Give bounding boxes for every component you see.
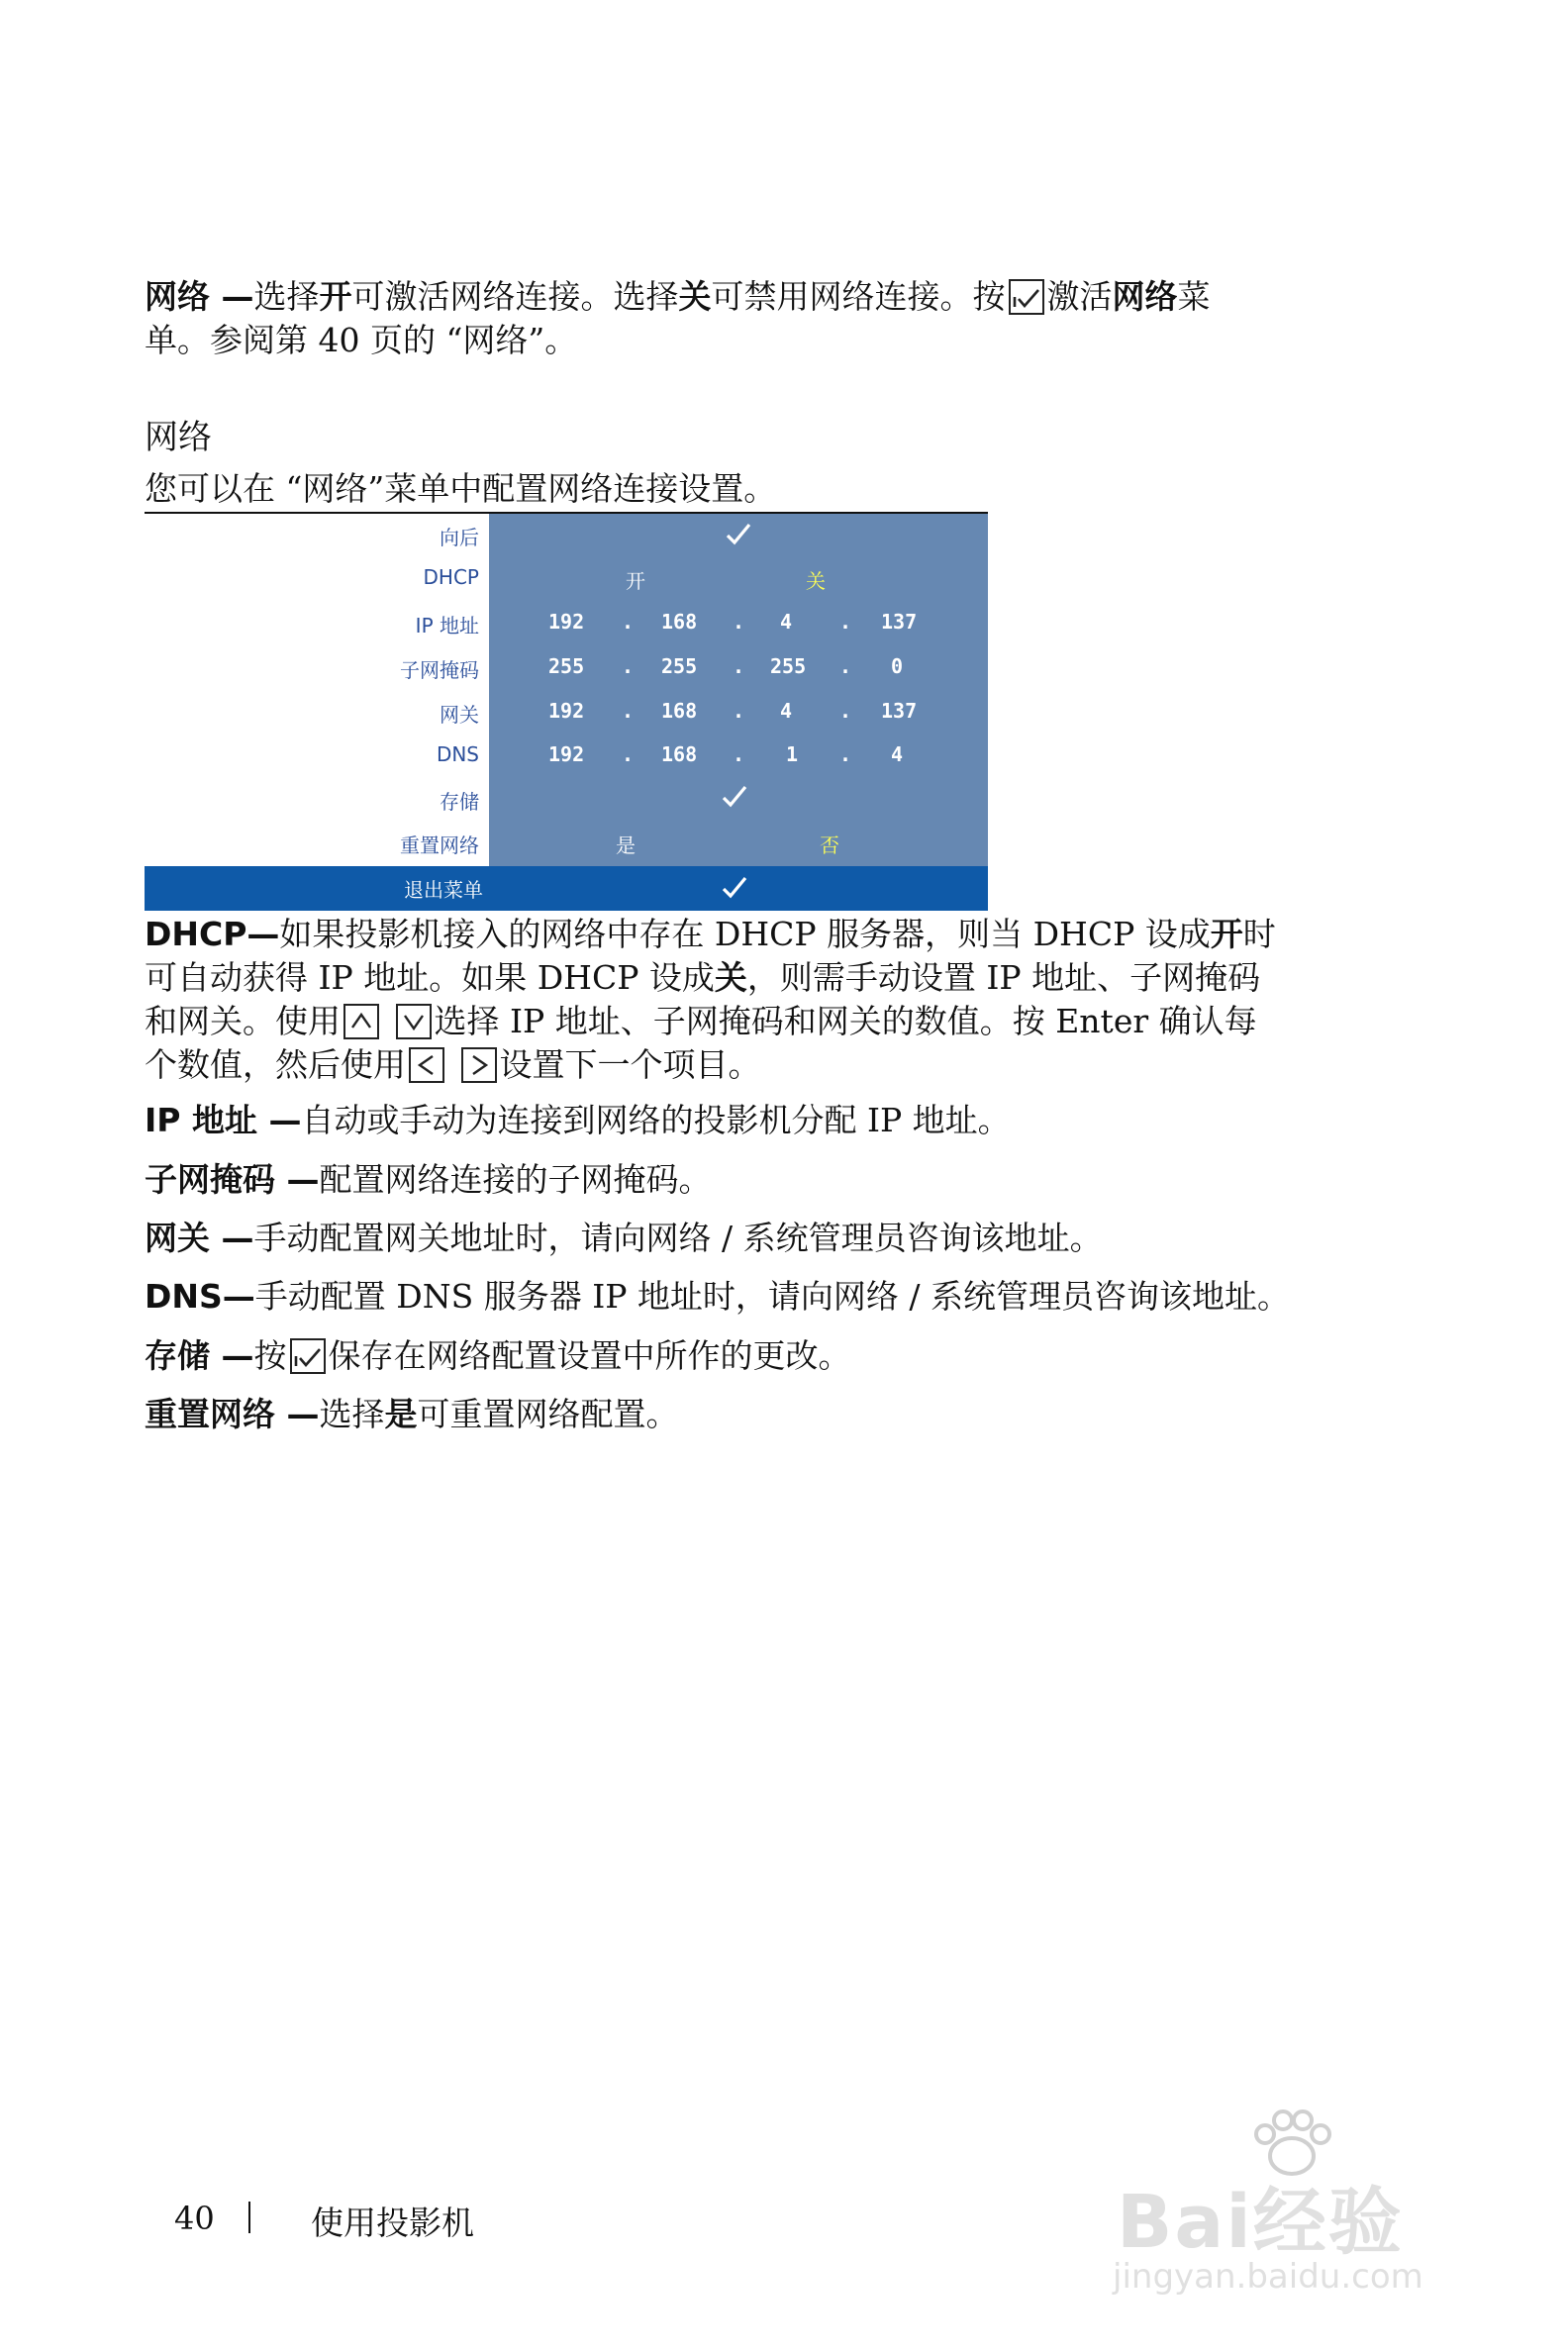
menu-name: 网络 bbox=[1112, 277, 1178, 316]
dns-term: DNS— bbox=[145, 1277, 255, 1316]
up-arrow-icon bbox=[343, 1004, 379, 1039]
text-span: 配置网络连接的子网掩码。 bbox=[319, 1160, 712, 1199]
osd-label: 向后 bbox=[440, 526, 479, 549]
dhcp-term: DHCP— bbox=[145, 915, 280, 953]
dhcp-on-option[interactable]: 开 bbox=[626, 569, 645, 593]
down-arrow-icon bbox=[396, 1004, 432, 1039]
ip-octet[interactable]: 4 bbox=[780, 610, 793, 634]
watermark-brand: Bai经验 bbox=[1117, 2180, 1404, 2265]
text-span: 可激活网络连接。选择 bbox=[351, 277, 679, 316]
osd-row-gateway[interactable] bbox=[145, 691, 988, 735]
enter-check-icon bbox=[290, 1338, 326, 1374]
osd-row-reset[interactable] bbox=[145, 822, 988, 865]
osd-label: DNS bbox=[436, 742, 479, 766]
osd-row-store[interactable] bbox=[145, 778, 988, 822]
text-span: ，则需手动设置 IP 地址、子网掩码 bbox=[746, 958, 1261, 997]
gateway-octet[interactable]: 168 bbox=[661, 699, 698, 723]
text-span: 自动或手动为连接到网络的投影机分配 IP 地址。 bbox=[301, 1101, 1011, 1139]
text-span: 手动配置网关地址时，请向网络 / 系统管理员咨询该地址。 bbox=[253, 1219, 1103, 1257]
off-keyword: 关 bbox=[678, 277, 712, 316]
dot: . bbox=[733, 699, 745, 723]
dns-octet[interactable]: 192 bbox=[548, 742, 585, 766]
dns-octet[interactable]: 4 bbox=[891, 742, 904, 766]
dot: . bbox=[839, 742, 852, 766]
reset-term: 重置网络 — bbox=[145, 1395, 320, 1433]
gateway-octet[interactable]: 4 bbox=[780, 699, 793, 723]
subnet-description bbox=[145, 1158, 1332, 1202]
watermark-url: jingyan.baidu.com bbox=[1113, 2257, 1423, 2297]
dns-octet[interactable]: 1 bbox=[786, 742, 799, 766]
text-span: 选择 IP 地址、子网掩码和网关的数值。按 Enter 确认每 bbox=[434, 1002, 1257, 1040]
osd-label: 存储 bbox=[440, 790, 479, 814]
text-span: 保存在网络配置设置中所作的更改。 bbox=[328, 1336, 851, 1375]
text-span: 时 bbox=[1242, 915, 1276, 953]
osd-label: 网关 bbox=[440, 703, 479, 727]
text-span: 选择 bbox=[319, 1395, 385, 1433]
ip-description bbox=[145, 1099, 1332, 1142]
osd-row-exit[interactable] bbox=[145, 866, 988, 911]
osd-row-dhcp[interactable] bbox=[145, 557, 988, 601]
footer-title: 使用投影机 bbox=[311, 2204, 474, 2242]
osd-label: 子网掩码 bbox=[400, 658, 479, 682]
section-heading: 网络 bbox=[145, 418, 212, 457]
dot: . bbox=[622, 742, 635, 766]
text-span: 菜 bbox=[1177, 277, 1211, 316]
dot: . bbox=[733, 610, 745, 634]
dns-description bbox=[145, 1275, 1392, 1319]
right-arrow-icon bbox=[461, 1047, 497, 1083]
dot: . bbox=[839, 654, 852, 678]
store-term: 存储 — bbox=[145, 1336, 254, 1375]
osd-label: 重置网络 bbox=[400, 833, 479, 857]
subnet-octet[interactable]: 255 bbox=[548, 654, 585, 678]
ip-term: IP 地址 — bbox=[145, 1101, 302, 1139]
reset-yes-option[interactable]: 是 bbox=[616, 833, 636, 857]
dhcp-description bbox=[145, 913, 1332, 1087]
dhcp-off-option[interactable]: 关 bbox=[806, 569, 826, 593]
text-span: 可重置网络配置。 bbox=[417, 1395, 679, 1433]
network-paragraph bbox=[145, 275, 1332, 362]
text-span: 激活 bbox=[1046, 277, 1113, 316]
ip-octet[interactable]: 192 bbox=[548, 610, 585, 634]
on-keyword: 开 bbox=[319, 277, 352, 316]
text-span: 设置下一个项目。 bbox=[499, 1045, 761, 1084]
section-intro: 您可以在 “网络”菜单中配置网络连接设置。 bbox=[145, 469, 777, 508]
dot: . bbox=[622, 654, 635, 678]
dot: . bbox=[839, 610, 852, 634]
dns-octet[interactable]: 168 bbox=[661, 742, 698, 766]
text-span: 可禁用网络连接。按 bbox=[711, 277, 1006, 316]
gateway-term: 网关 — bbox=[145, 1219, 254, 1257]
osd-label: DHCP bbox=[423, 565, 479, 589]
off-keyword: 关 bbox=[714, 958, 747, 997]
text-span: 选择 bbox=[253, 277, 320, 316]
subnet-octet[interactable]: 255 bbox=[770, 654, 807, 678]
osd-row-dns[interactable] bbox=[145, 735, 988, 778]
text-span: 可自动获得 IP 地址。如果 DHCP 设成 bbox=[145, 958, 715, 997]
osd-label: IP 地址 bbox=[415, 614, 479, 637]
text-span: 按 bbox=[253, 1336, 287, 1375]
footer-divider bbox=[248, 2202, 250, 2233]
subnet-octet[interactable]: 255 bbox=[661, 654, 698, 678]
subnet-octet[interactable]: 0 bbox=[891, 654, 904, 678]
text-span: 个数值，然后使用 bbox=[145, 1045, 406, 1084]
store-description bbox=[145, 1334, 1332, 1378]
network-term: 网络 — bbox=[145, 277, 254, 316]
baidu-watermark bbox=[1099, 2108, 1475, 2316]
gateway-octet[interactable]: 137 bbox=[881, 699, 918, 723]
gateway-octet[interactable]: 192 bbox=[548, 699, 585, 723]
subnet-term: 子网掩码 — bbox=[145, 1160, 320, 1199]
dot: . bbox=[733, 742, 745, 766]
dot: . bbox=[839, 699, 852, 723]
gateway-description bbox=[145, 1217, 1332, 1260]
reset-description bbox=[145, 1393, 1332, 1436]
enter-check-icon bbox=[1009, 279, 1044, 315]
text-span: 如果投影机接入的网络中存在 DHCP 服务器，则当 DHCP 设成 bbox=[279, 915, 1211, 953]
osd-row-ip[interactable] bbox=[145, 602, 988, 645]
text-span: 和网关。使用 bbox=[145, 1002, 341, 1040]
check-icon bbox=[725, 522, 752, 547]
check-icon bbox=[721, 784, 748, 810]
check-icon bbox=[721, 875, 748, 901]
osd-label: 退出菜单 bbox=[404, 878, 483, 902]
page-number: 40 bbox=[174, 2200, 215, 2237]
network-osd-menu bbox=[145, 514, 988, 911]
osd-row-back[interactable] bbox=[145, 514, 988, 557]
ip-octet[interactable]: 137 bbox=[881, 610, 918, 634]
text-span: 单。参阅第 40 页的 “网络”。 bbox=[145, 321, 578, 359]
text-span: 手动配置 DNS 服务器 IP 地址时，请向网络 / 系统管理员咨询该地址。 bbox=[254, 1277, 1291, 1316]
osd-row-subnet[interactable] bbox=[145, 646, 988, 690]
on-keyword: 开 bbox=[1210, 915, 1243, 953]
dot: . bbox=[622, 699, 635, 723]
dot: . bbox=[622, 610, 635, 634]
left-arrow-icon bbox=[409, 1047, 444, 1083]
reset-no-option[interactable]: 否 bbox=[820, 833, 839, 857]
yes-keyword: 是 bbox=[384, 1395, 418, 1433]
ip-octet[interactable]: 168 bbox=[661, 610, 698, 634]
dot: . bbox=[733, 654, 745, 678]
